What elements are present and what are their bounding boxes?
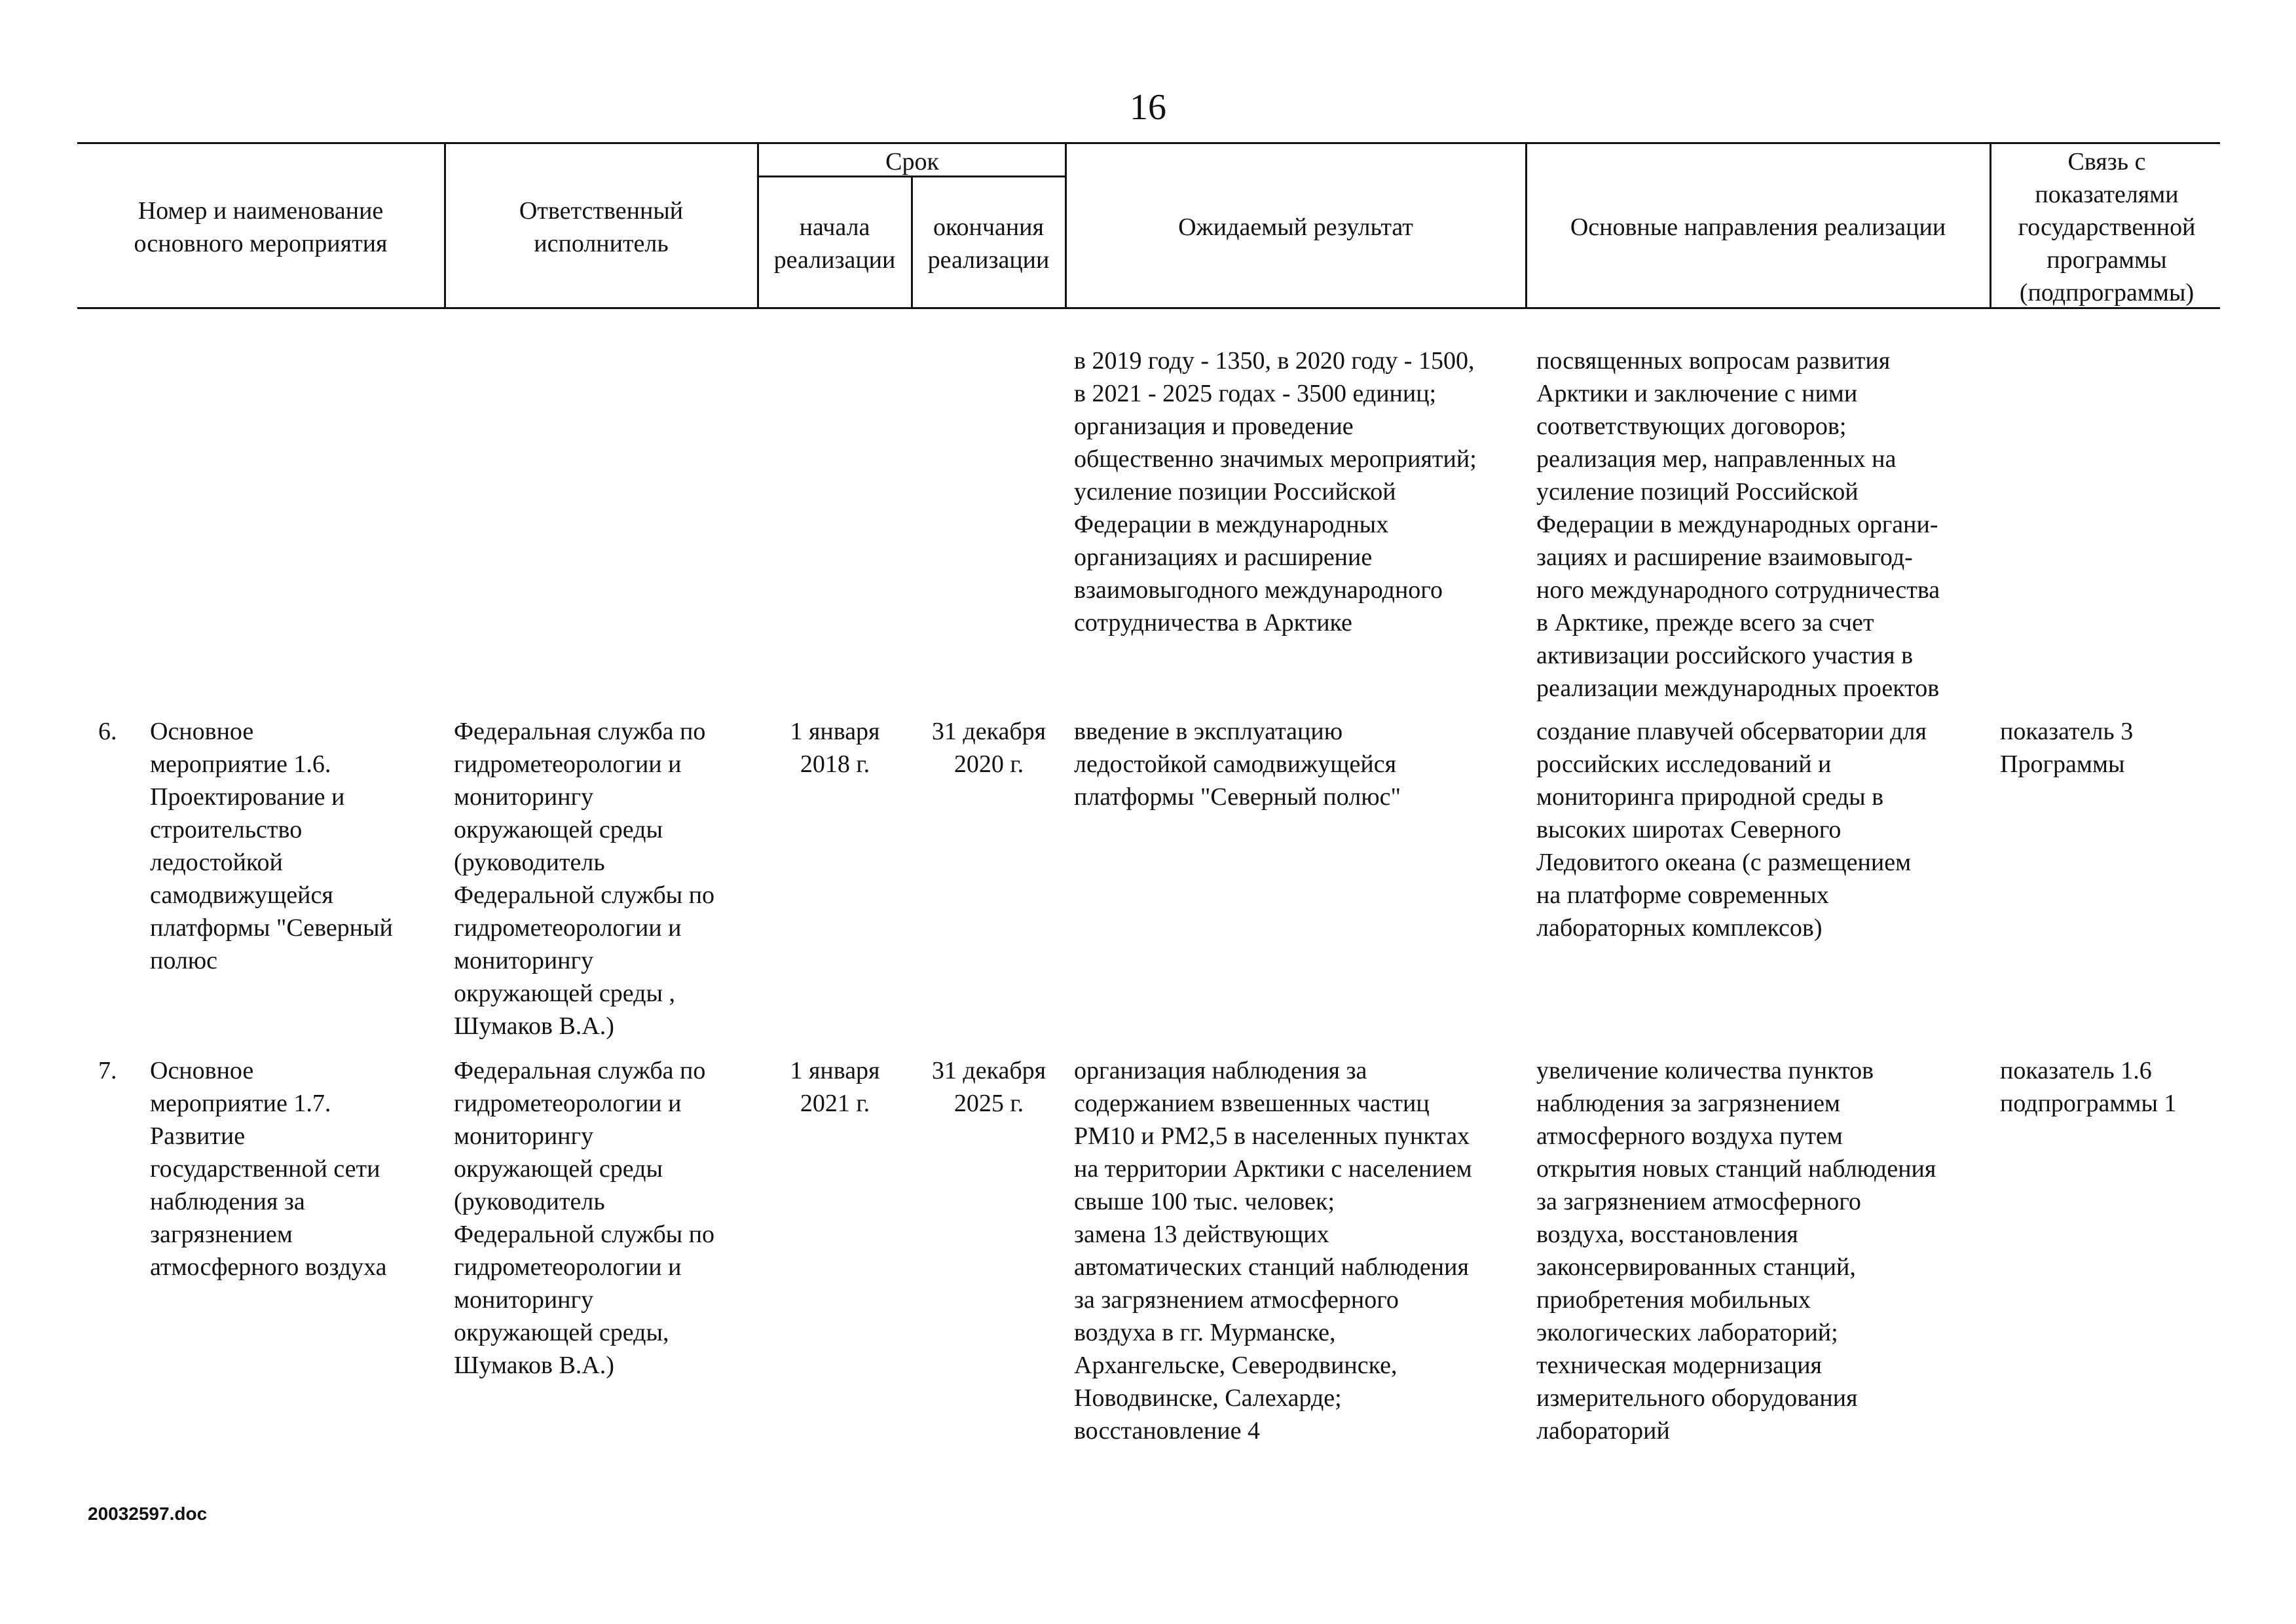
continuation-result: в 2019 году - 1350, в 2020 году - 1500, в 2021 - 2025 годах - 3500 единиц; организация и проведение общественно значимых мероприятий; усиление позиции Российской Федерации в международных организациях и расширение взаимовыгодного международного сотрудничества в Арктике xyxy=(1074,347,1477,637)
row-start-date: 1 января 2021 г. xyxy=(790,1057,880,1117)
row-executor: Федеральная служба по гидрометеорологии и мониторингу окружающей среды (руководитель Федеральной службы по гидрометеорологии и мониторингу окружающей среды, Шумаков В.А.) xyxy=(454,1057,715,1379)
header-name: Номер и наименование основного мероприятия xyxy=(134,197,388,257)
header-end: окончания реализации xyxy=(927,213,1050,274)
row-directions: увеличение количества пунктов наблюдения за загрязнением атмосферного воздуха путем открытия новых станций наблюдения за загрязнением атмосферного воздуха, восстановления законсервированных станций, приобретения мобильных экологических лабораторий; техническая модернизация измерительного оборудования лабораторий xyxy=(1536,1057,1936,1445)
row-executor: Федеральная служба по гидрометеорологии и мониторингу окружающей среды (руководитель Федеральной службы по гидрометеорологии и мониторингу окружающей среды , Шумаков В.А.) xyxy=(454,718,715,1040)
row-number: 6. xyxy=(98,718,117,745)
header-executor: Ответственный исполнитель xyxy=(519,197,684,257)
header-directions: Основные направления реализации xyxy=(1570,213,1946,241)
row-result: введение в эксплуатацию ледостойкой самодвижущейся платформы "Северный полюс" xyxy=(1074,718,1401,811)
row-end-date: 31 декабря 2020 г. xyxy=(931,718,1046,778)
header-result: Ожидаемый результат xyxy=(1178,213,1413,241)
page-number: 16 xyxy=(1130,87,1166,128)
row-indicator-link: показатель 3 Программы xyxy=(2000,718,2134,778)
row-name: Основное мероприятие 1.6. Проектирование и строительство ледостойкой самодвижущейся платформы "Северный полюс xyxy=(150,718,393,974)
row-directions: создание плавучей обсерватории для российских исследований и мониторинга природной среды в высоких широтах Северного Ледовитого океана (с размещением на платформе современных лабораторных комплексов) xyxy=(1536,718,1927,942)
header-bottom-rule xyxy=(77,307,2220,309)
header-link: Связь с показателями государственной программы (подпрограммы) xyxy=(2018,148,2196,306)
header-term: Срок xyxy=(885,148,939,175)
row-end-date: 31 декабря 2025 г. xyxy=(931,1057,1046,1117)
row-result: организация наблюдения за содержанием взвешенных частиц РМ10 и РМ2,5 в населенных пунктах на территории Арктики с населением свыше 100 тыс. человек; замена 13 действующих автоматических станций наблюдения за загрязнением атмосферного воздуха в гг. Мурманске, Архангельске, Северодвинске, Новодвинске, Салехарде; восстановление 4 xyxy=(1074,1057,1472,1445)
row-name: Основное мероприятие 1.7. Развитие государственной сети наблюдения за загрязнением атмосферного воздуха xyxy=(150,1057,387,1281)
row-indicator-link: показатель 1.6 подпрограммы 1 xyxy=(2000,1057,2177,1117)
continuation-directions: посвященных вопросам развития Арктики и заключение с ними соответствующих договоров; реализация мер, направленных на усиление позиций Российской Федерации в международных органи- зациях и расширение взаимовыгод- ного международного сотрудничества в Арктике, прежде всего за счет активизации российского участия в реализации международных проектов xyxy=(1536,347,1940,702)
document-filename: 20032597.doc xyxy=(88,1504,208,1524)
header-top-rule xyxy=(77,142,2220,144)
row-start-date: 1 января 2018 г. xyxy=(790,718,880,778)
row-number: 7. xyxy=(98,1057,117,1084)
header-start: начала реализации xyxy=(773,213,896,274)
